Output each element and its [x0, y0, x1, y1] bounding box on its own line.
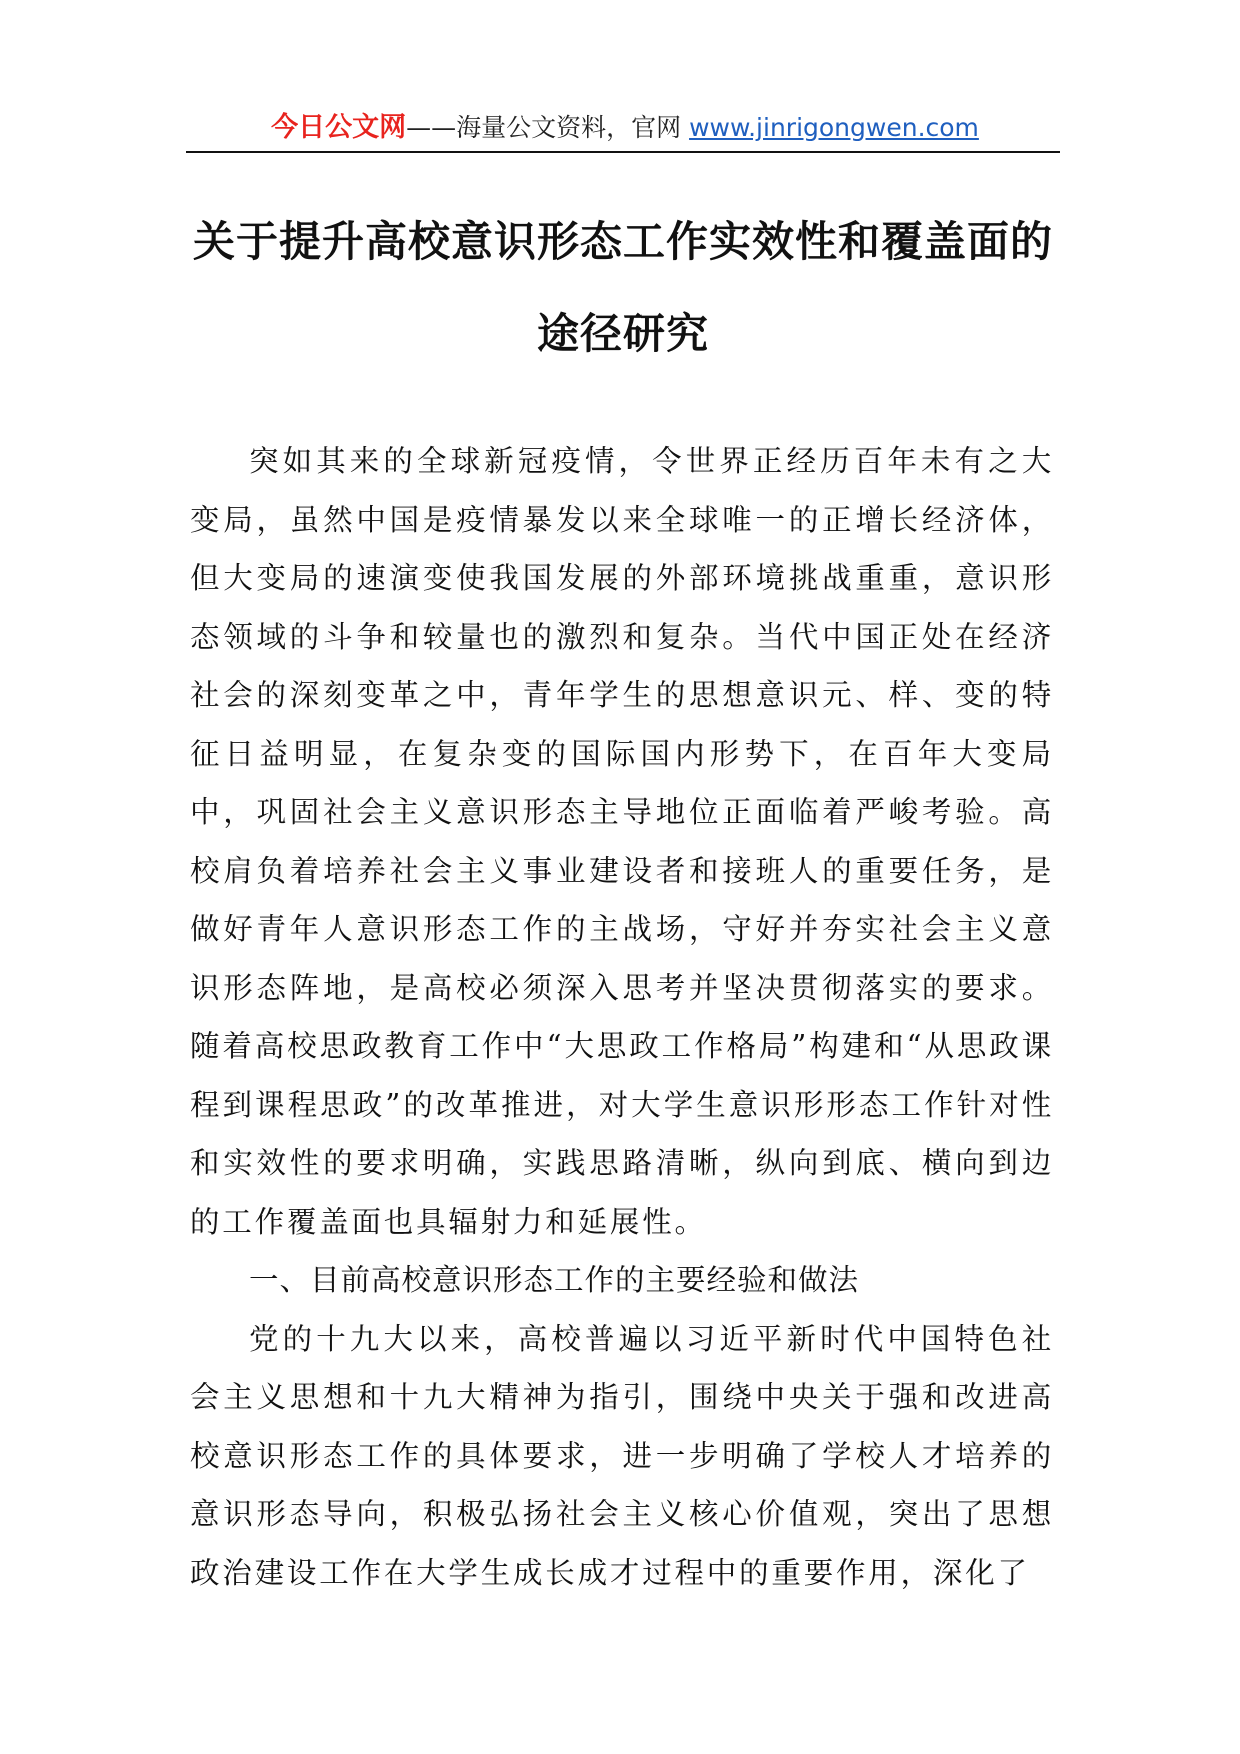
site-tagline: ——海量公文资料，官网 — [406, 113, 682, 142]
body-paragraph-2: 党的十九大以来，高校普遍以习近平新时代中国特色社会主义思想和十九大精神为指引，围绕中央关于强和改进高校意识形态工作的具体要求，进一步明确了学校人才培养的意识形态导向，积极弘扬社会主义核心价值观，突出了思想政治建设工作在大学生成长成才过程中的重要作用，深化了 — [190, 1321, 1054, 1590]
document-body — [190, 432, 1054, 1602]
site-brand: 今日公文网 — [271, 112, 407, 143]
header-divider — [186, 151, 1060, 153]
site-header — [190, 108, 1060, 148]
site-url-link[interactable]: www.jinrigongwen.com — [689, 113, 979, 142]
document-title: 关于提升高校意识形态工作实效性和覆盖面的途径研究 — [192, 217, 1053, 358]
body-paragraph-1: 突如其来的全球新冠疫情，令世界正经历百年未有之大变局，虽然中国是疫情暴发以来全球唯一的正增长经济体，但大变局的速演变使我国发展的外部环境挑战重重，意识形态领域的斗争和较量也的激烈和复杂。当代中国正处在经济社会的深刻变革之中，青年学生的思想意识元、样、变的特征日益明显，在复杂变的国际国内形势下，在百年大变局中，巩固社会主义意识形态主导地位正面临着严峻考验。高校肩负着培养社会主义事业建设者和接班人的重要任务，是做好青年人意识形态工作的主战场，守好并夯实社会主义意识形态阵地，是高校必须深入思考并坚决贯彻落实的要求。随着高校思政教育工作中“大思政工作格局”构建和“从思政课程到课程思政”的改革推进，对大学生意识形形态工作针对性和实效性的要求明确，实践思路清晰，纵向到底、横向到边的工作覆盖面也具辐射力和延展性。 — [190, 444, 1054, 1239]
section-heading-1: 一、目前高校意识形态工作的主要经验和做法 — [249, 1263, 860, 1297]
